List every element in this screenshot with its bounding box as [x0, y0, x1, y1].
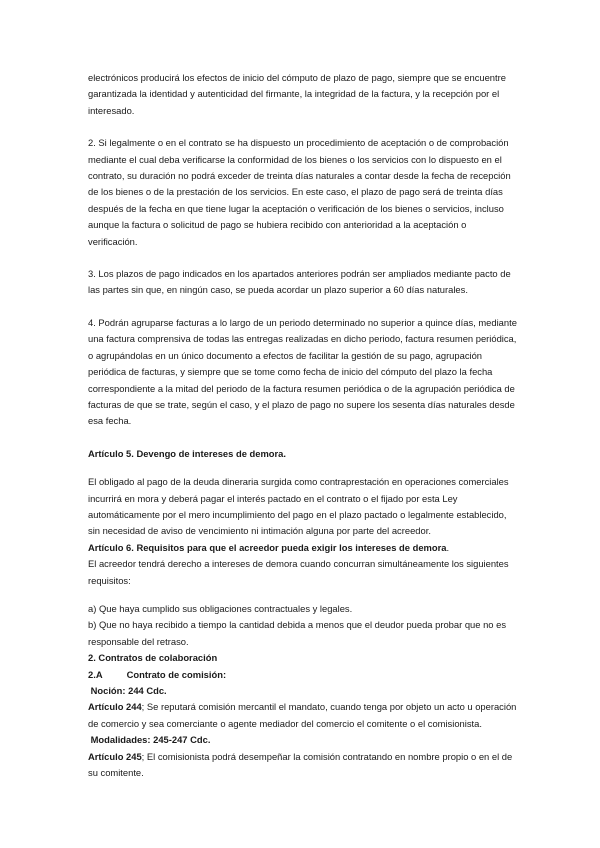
- article-244: [88, 699, 518, 732]
- modalidades-text: Modalidades: 245-247 Cdc.: [90, 734, 211, 746]
- subsection-2a-heading: [88, 667, 518, 683]
- paragraph-4: 4. Podrán agruparse facturas a lo largo de un periodo determinado no superior a quince días, mediante una factura comprensiva de todas las entregas realizadas en dicho periodo, factura resumen periódica, o agrupándolas en un único documento a efectos de facilitar la gestión de su pago, agrupación periódica de facturas, y siempre que se tome como fecha de inicio del cómputo del plazo la fecha correspondiente a la mitad del periodo de la factura resumen periódica o de la agrupación periódica de facturas de que se trate, según el caso, y el plazo de pago no supere los sesenta días naturales desde esa fecha.: [88, 316, 517, 427]
- article-245-text: ; El comisionista podrá desempeñar la comisión contratando en nombre propio o en el de su comitente.: [88, 750, 513, 779]
- article-5-heading-text: Artículo 5. Devengo de intereses de demora.: [88, 447, 286, 459]
- paragraph-2: 2. Si legalmente o en el contrato se ha dispuesto un procedimiento de aceptación o de comprobación mediante el cual deba verificarse la conformidad de los bienes o los servicios con lo dispuesto en el contrato, su duración no podrá exceder de treinta días naturales a contar desde la fecha de recepción de los bienes o de la prestación de los servicios. En este caso, el plazo de pago será de treinta días después de la fecha en que tiene lugar la aceptación o verificación de los bienes o servicios, incluso aunque la factura o solicitud de pago se hubiera recibido con anterioridad a la aceptación o verificación.: [88, 137, 511, 247]
- requirement-b: b) Que no haya recibido a tiempo la cantidad debida a menos que el deudor pueda probar que no es responsable del retraso.: [88, 619, 507, 647]
- paragraph-3: 3. Los plazos de pago indicados en los apartados anteriores podrán ser ampliados mediante pacto de las partes sin que, en ningún caso, se pueda acordar un plazo superior a 60 días naturales.: [88, 268, 511, 296]
- modalidades-line: [88, 732, 518, 748]
- section-2-heading: [88, 650, 518, 666]
- article-245: [88, 749, 518, 782]
- document-body: [88, 70, 518, 781]
- article-6-intro: El acreedor tendrá derecho a intereses de demora cuando concurran simultáneamente los siguientes requisitos:: [88, 558, 509, 586]
- requirement-a: a) Que haya cumplido sus obligaciones contractuales y legales.: [88, 602, 353, 614]
- nocion-line: [88, 683, 518, 699]
- article-6-heading-text: Artículo 6. Requisitos para que el acreedor pueda exigir los intereses de demora: [88, 541, 447, 553]
- article-245-label: Artículo 245: [88, 750, 142, 762]
- article-6-heading: [88, 540, 518, 556]
- article-6-heading-tail: .: [446, 541, 450, 553]
- section-2-heading-text: 2. Contratos de colaboración: [88, 652, 218, 664]
- article-244-label: Artículo 244: [88, 701, 142, 713]
- paragraph-continuation: electrónicos producirá los efectos de inicio del cómputo de plazo de pago, siempre que se encuentre garantizada la identidad y autenticidad del firmante, la integridad de la factura, y la recepción por el interesado.: [88, 72, 506, 116]
- article-5-heading: [88, 446, 518, 462]
- subsection-2a-number: 2.A: [88, 668, 103, 680]
- nocion-text: Noción: 244 Cdc.: [90, 685, 167, 696]
- article-244-text: ; Se reputará comisión mercantil el mandato, cuando tenga por objeto un acto u operación de comercio y sea comerciante o agente mediador del comercio el comitente o el comisionista.: [88, 701, 517, 729]
- article-5-body: El obligado al pago de la deuda dineraria surgida como contraprestación en operaciones comerciales incurrirá en mora y deberá pagar el interés pactado en el contrato o el fijado por esta Ley automáticamente por el mero incumplimiento del pago en el plazo pactado o legalmente establecido, sin necesidad de aviso de vencimiento ni intimación alguna por parte del acreedor.: [88, 476, 509, 537]
- subsection-2a-title: Contrato de comisión:: [126, 668, 227, 680]
